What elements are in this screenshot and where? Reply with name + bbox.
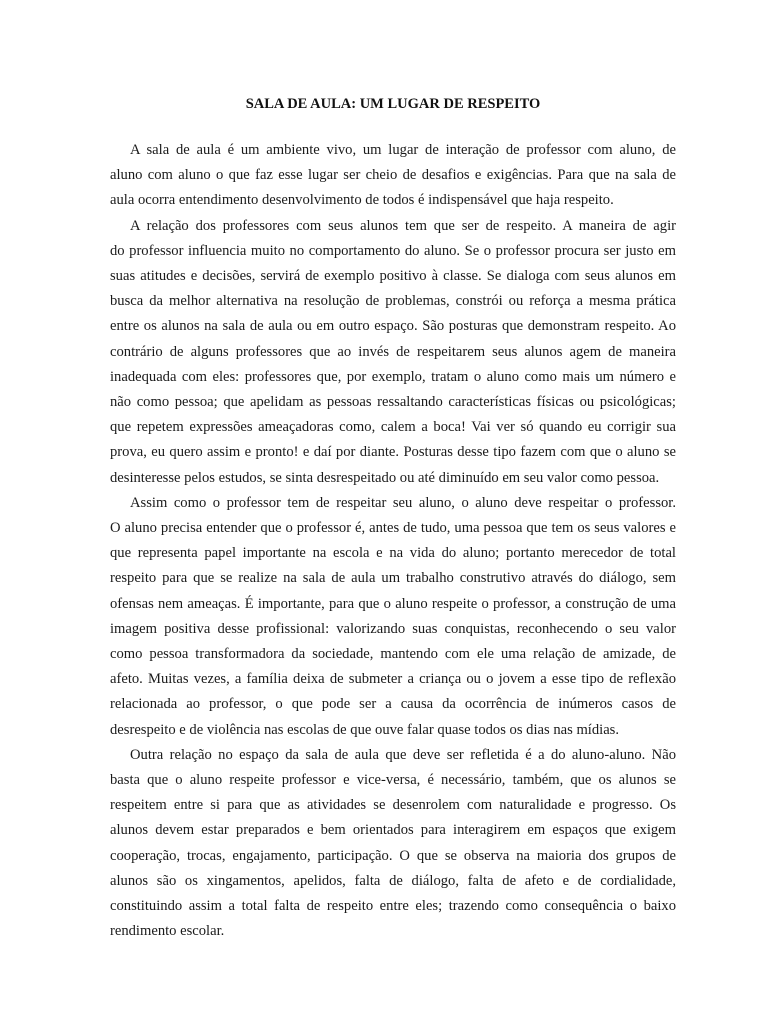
paragraph-4-line-7: constituindo assim a total falta de respeito entre eles; trazendo como consequência o baixo	[110, 898, 676, 914]
paragraph-3-line-1: Assim como o professor tem de respeitar seu aluno, o aluno deve respeitar o professor.	[130, 494, 676, 511]
paragraph-4-line-2: basta que o aluno respeite professor e vice-versa, é necessário, também, que os alunos se	[110, 772, 676, 788]
paragraph-1-line-1: A sala de aula é um ambiente vivo, um lugar de interação de professor com aluno, de	[130, 142, 676, 158]
paragraph-3-line-2: O aluno precisa entender que o professor é, antes de tudo, uma pessoa que tem os seus valores e	[110, 520, 676, 536]
paragraph-4-line-8: rendimento escolar.	[110, 923, 225, 940]
paragraph-1-line-2: aluno com aluno o que faz esse lugar ser cheio de desafios e exigências. Para que na sala de	[110, 167, 676, 184]
paragraph-4-line-5: cooperação, trocas, engajamento, participação. O que se observa na maioria dos grupos de	[110, 847, 676, 864]
paragraph-3-line-9: relacionada ao professor, o que pode ser a causa da ocorrência de inúmeros casos de	[110, 696, 676, 713]
paragraph-2-line-8: não como pessoa; que apelidam as pessoas ressaltando características físicas ou psicológicas;	[110, 394, 676, 410]
paragraph-4-line-1: Outra relação no espaço da sala de aula que deve ser refletida é a do aluno-aluno. Não	[130, 746, 676, 763]
paragraph-4-line-6: alunos são os xingamentos, apelidos, falta de diálogo, falta de afeto e de cordialidade,	[110, 872, 676, 889]
paragraph-3-line-5: ofensas nem ameaças. É importante, para que o aluno respeite o professor, a construção de uma	[110, 595, 676, 612]
paragraph-4-line-4: alunos devem estar preparados e bem orientados para interagirem em espaços que exigem	[110, 822, 676, 839]
paragraph-3-line-4: respeito para que se realize na sala de aula um trabalho construtivo através do diálogo, sem	[110, 570, 676, 587]
paragraph-3-line-10: desrespeito e de violência nas escolas de que ouve falar quase todos os dias nas mídias.	[110, 721, 620, 738]
paragraph-2-line-3: suas atitudes e decisões, servirá de exemplo positivo à classe. Se dialoga com seus alunos em	[110, 268, 676, 284]
paragraph-3-line-7: como pessoa transformadora da sociedade, mantendo com ele uma relação de amizade, de	[110, 646, 676, 662]
paragraph-2-line-7: inadequada com eles: professores que, por exemplo, tratam o aluno como mais um número e	[110, 368, 676, 385]
paragraph-1-line-3: aula ocorra entendimento desenvolvimento de todos é indispensável que haja respeito.	[110, 192, 614, 209]
paragraph-3-line-3: que representa papel importante na escola e na vida do aluno; portanto merecedor de total	[110, 545, 676, 562]
paragraph-2-line-11: desinteresse pelos estudos, se sinta desrespeitado ou até diminuído em seu valor como pessoa.	[110, 469, 660, 486]
paragraph-2-line-4: busca da melhor alternativa na resolução de problemas, constrói ou reforça a mesma prática	[110, 293, 676, 310]
paragraph-3-line-6: imagem positiva desse profissional: valorizando suas conquistas, reconhecendo o seu valor	[110, 620, 676, 637]
paragraph-2-line-1: A relação dos professores com seus alunos tem que ser de respeito. A maneira de agir	[130, 217, 676, 234]
paragraph-2-line-5: entre os alunos na sala de aula ou em outro espaço. São posturas que demonstram respeito. Ao	[110, 318, 676, 335]
document-title: SALA DE AULA: UM LUGAR DE RESPEITO	[245, 96, 541, 112]
paragraph-4-line-3: respeitem entre si para que as atividades se desenrolem com naturalidade e progresso. Os	[110, 797, 676, 814]
paragraph-3-line-8: afeto. Muitas vezes, a família deixa de submeter a criança ou o jovem a esse tipo de reflexão	[110, 671, 676, 688]
paragraph-2-line-9: que repetem expressões ameaçadoras como, calem a boca! Vai ver só quando eu corrigir sua	[110, 419, 676, 436]
paragraph-2-line-2: do professor influencia muito no comportamento do aluno. Se o professor procura ser justo em	[110, 242, 676, 259]
paragraph-2-line-10: prova, eu quero assim e pronto! e daí por diante. Posturas desse tipo fazem com que o aluno se	[110, 444, 676, 461]
paragraph-2-line-6: contrário de alguns professores que ao invés de respeitarem seus alunos agem de maneira	[110, 343, 676, 360]
